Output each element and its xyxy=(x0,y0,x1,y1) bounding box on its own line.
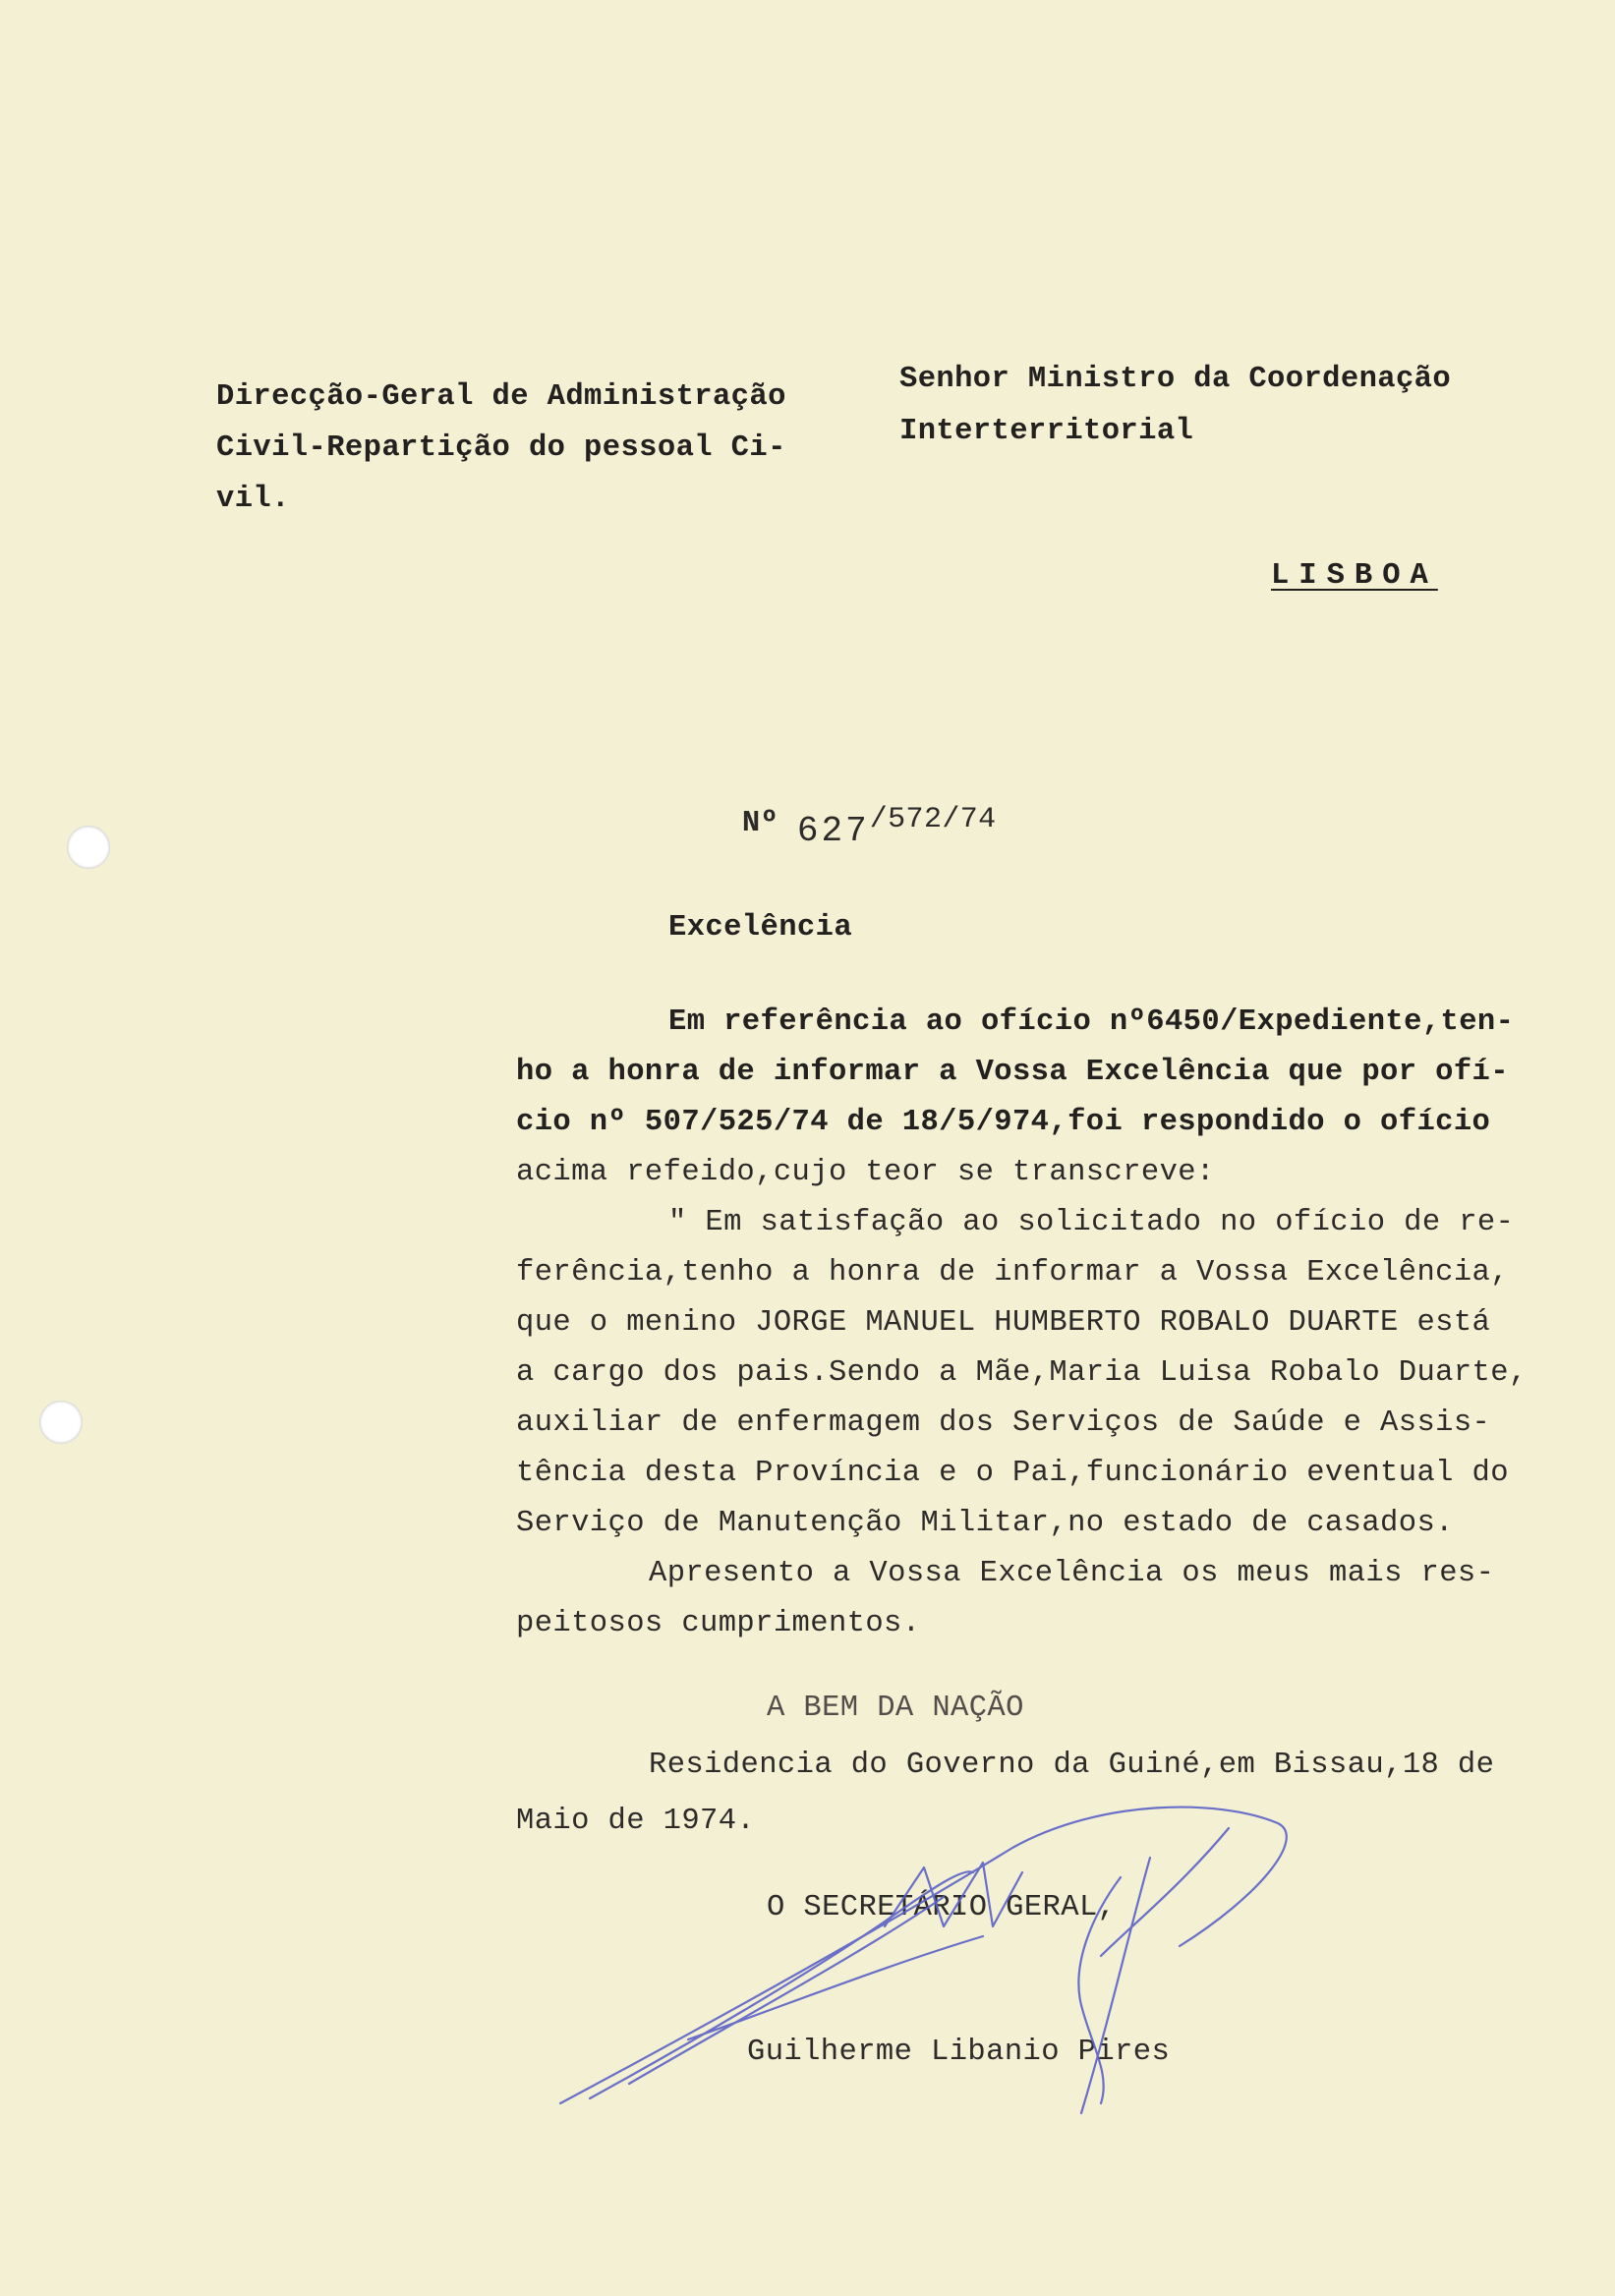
body-line-3: cio nº 507/525/74 de 18/5/974,foi respondido o ofício xyxy=(516,1106,1491,1139)
body-line-8: a cargo dos pais.Sendo a Mãe,Maria Luisa Robalo Duarte, xyxy=(516,1356,1528,1390)
sender-line-2: Civil-Repartição do pessoal Ci- xyxy=(216,431,786,465)
sender-line-3: vil. xyxy=(216,483,290,516)
body-line-12: Apresento a Vossa Excelência os meus mais res- xyxy=(649,1557,1495,1590)
sender-line-1: Direcção-Geral de Administração xyxy=(216,380,786,414)
body-line-1: Em referência ao ofício nº6450/Expediente,ten- xyxy=(668,1005,1515,1039)
reference-suffix: /572/74 xyxy=(869,803,997,836)
body-line-4: acima refeido,cujo teor se transcreve: xyxy=(516,1156,1215,1189)
body-line-9: auxiliar de enfermagem dos Serviços de Saúde e Assis- xyxy=(516,1406,1491,1440)
reference-main-number: 627 xyxy=(796,811,870,851)
closing-name: Guilherme Libanio Pires xyxy=(747,2036,1171,2069)
body-line-13: peitosos cumprimentos. xyxy=(516,1607,921,1640)
closing-place-line-1: Residencia do Governo da Guiné,em Bissau,18 de xyxy=(649,1749,1495,1782)
addressee-line-1: Senhor Ministro da Coordenação xyxy=(899,363,1452,396)
body-line-7: que o menino JORGE MANUEL HUMBERTO ROBALO DUARTE está xyxy=(516,1306,1491,1340)
addressee-city: LISBOA xyxy=(1271,559,1438,593)
body-line-5: " Em satisfação ao solicitado no ofício de re- xyxy=(668,1206,1515,1239)
body-line-11: Serviço de Manutenção Militar,no estado de casados. xyxy=(516,1507,1454,1540)
body-line-6: ferência,tenho a honra de informar a Vossa Excelência, xyxy=(516,1256,1509,1290)
body-line-10: tência desta Província e o Pai,funcionário eventual do xyxy=(516,1457,1509,1490)
body-line-2: ho a honra de informar a Vossa Excelência que por ofí- xyxy=(516,1056,1509,1089)
reference-prefix: Nº xyxy=(741,807,779,840)
closing-place-line-2: Maio de 1974. xyxy=(516,1805,756,1838)
salutation: Excelência xyxy=(668,911,853,945)
addressee-line-2: Interterritorial xyxy=(899,415,1194,448)
closing-motto: A BEM DA NAÇÃO xyxy=(767,1692,1024,1725)
closing-title: O SECRETÁRIO GERAL, xyxy=(767,1891,1117,1924)
